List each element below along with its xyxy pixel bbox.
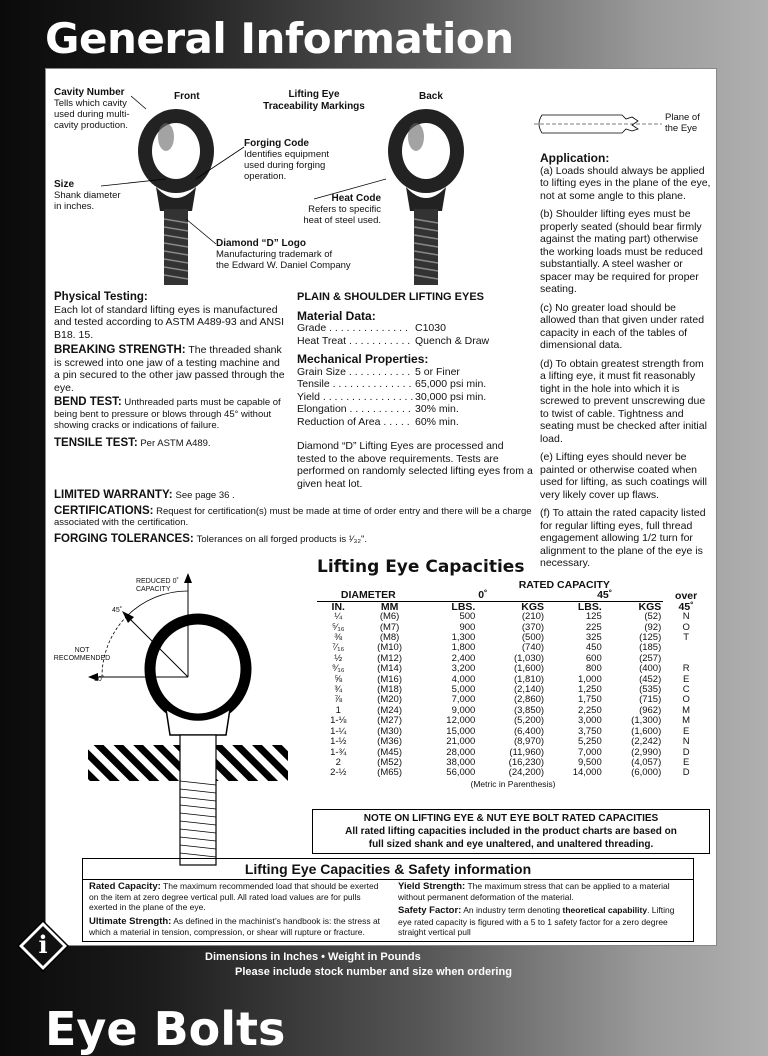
- cell-lbs-45: 450: [585, 642, 602, 654]
- mech-title: Mechanical Properties:: [297, 352, 429, 366]
- safety-factor-post: . Lifting eye rated capacity is figured with a 5 to 1 safety factor for a zero degree straight vertical pull: [398, 905, 675, 937]
- limited-warranty: [54, 489, 532, 503]
- mech-row: [297, 391, 533, 404]
- cell-kgs-0: (3,850): [513, 704, 545, 716]
- over-header: over: [675, 589, 698, 602]
- col-kgs-45: KGS: [638, 600, 662, 613]
- cell-mm: (M45): [377, 746, 402, 758]
- cell-over45: E: [682, 725, 690, 737]
- cell-over45: E: [682, 756, 690, 768]
- cell-in: ⁹⁄₁₆: [331, 663, 345, 675]
- yield-strength-def: [398, 881, 688, 902]
- cell-lbs-0: 12,000: [446, 715, 476, 727]
- deg45-header: 45˚: [546, 590, 663, 601]
- cell-kgs-0: (2,140): [513, 684, 545, 696]
- cell-over45: N: [682, 736, 690, 748]
- traceability-label: [254, 89, 374, 113]
- cell-in: ⁵⁄₁₆: [331, 621, 345, 633]
- cell-in: 1-¾: [330, 746, 347, 758]
- plane-line-1: Plane of: [665, 112, 700, 123]
- cell-kgs-45: (715): [639, 694, 662, 706]
- safety-factor-term: Safety Factor:: [398, 905, 462, 917]
- cell-kgs-0: (1,810): [513, 673, 545, 685]
- cell-lbs-45: 3,000: [577, 715, 602, 727]
- cell-kgs-45: (2,242): [631, 736, 662, 748]
- note-line-3: full sized shank and eye unaltered, and unaltered threading.: [368, 839, 654, 850]
- material-key: Heat Treat . . . . . . . . . . .: [297, 334, 411, 347]
- spec-note: Diamond “D” Lifting Eyes are processed and tested to the above requirements. Tests are performed on randomly selected lifting eyes from a given heat lot.: [297, 440, 533, 490]
- cell-over45: C: [682, 684, 690, 696]
- mech-value: 30,000 psi min.: [415, 390, 487, 403]
- safety-right: [398, 881, 688, 937]
- cell-kgs-45: (1,300): [631, 715, 662, 727]
- cell-mm: (M52): [377, 756, 402, 768]
- cavity-desc-3: cavity production.: [54, 120, 128, 131]
- forging-tolerances-title: FORGING TOLERANCES:: [54, 532, 194, 545]
- cell-in: ¼: [334, 611, 343, 623]
- bend-title: BEND TEST:: [54, 396, 122, 408]
- heat-code-title: Heat Code: [331, 193, 381, 204]
- table-row: [317, 768, 709, 778]
- cell-in: 1-¼: [330, 725, 347, 737]
- cell-mm: (M10): [377, 642, 402, 654]
- cell-in: ¾: [334, 684, 343, 696]
- cell-over45: R: [682, 663, 690, 675]
- mech-row: [297, 366, 533, 379]
- cell-lbs-45: 325: [585, 632, 602, 644]
- cell-over45: O: [682, 621, 690, 633]
- forging-code-title: Forging Code: [244, 138, 309, 149]
- bend-test: [54, 397, 286, 432]
- warranty-section: [54, 489, 532, 546]
- cell-mm: (M18): [377, 684, 402, 696]
- mech-key: Grain Size . . . . . . . . . . .: [297, 365, 411, 378]
- content-panel: [45, 68, 717, 946]
- cell-lbs-45: 1,250: [577, 684, 602, 696]
- safety-factor-def: [398, 905, 688, 937]
- material-key: Grade . . . . . . . . . . . . . .: [297, 322, 408, 334]
- angle-diagram: [76, 569, 296, 869]
- cavity-title: Cavity Number: [54, 87, 125, 98]
- tensile-desc: Per ASTM A489.: [140, 437, 211, 449]
- mech-key: Tensile . . . . . . . . . . . . . .: [297, 378, 412, 390]
- application-section: [540, 152, 712, 576]
- angle-45-label: 45˚: [112, 607, 123, 614]
- footer-line-1: Dimensions in Inches • Weight in Pounds: [205, 951, 421, 963]
- cell-in: ⅞: [334, 694, 343, 706]
- cell-mm: (M24): [377, 704, 402, 716]
- cell-kgs-45: (4,057): [631, 756, 662, 768]
- cell-over45: M: [682, 704, 691, 716]
- cell-lbs-0: 500: [459, 611, 476, 623]
- diamond-logo-callout: [216, 238, 351, 271]
- mech-row: [297, 378, 533, 391]
- cell-lbs-45: 125: [585, 611, 602, 623]
- cell-kgs-45: (535): [639, 684, 662, 696]
- cell-kgs-45: (257): [639, 652, 662, 664]
- safety-title: Lifting Eye Capacities & Safety information: [83, 859, 693, 880]
- note-line-2: All rated lifting capacities included in the product charts are based on: [345, 826, 677, 837]
- cell-over45: M: [682, 715, 691, 727]
- cell-mm: (M6): [379, 611, 400, 623]
- mech-key: Reduction of Area . . . . .: [297, 415, 410, 428]
- cell-lbs-45: 9,500: [577, 756, 602, 768]
- safety-left: [89, 881, 389, 937]
- cell-lbs-45: 800: [585, 663, 602, 675]
- application-para-f: (f) To attain the rated capacity listed for regular lifting eyes, full thread engagement allowing 1/2 turn for alignment to the plane of the eye is necessary.: [540, 507, 706, 569]
- mech-row: [297, 403, 533, 416]
- not-recommended-label: [52, 647, 112, 663]
- cell-lbs-0: 56,000: [446, 767, 476, 779]
- size-title: Size: [54, 179, 75, 190]
- cavity-desc-2: used during multi-: [54, 109, 130, 120]
- over45-header: 45˚: [678, 600, 694, 613]
- cell-lbs-0: 38,000: [446, 756, 476, 768]
- cell-over45: D: [682, 767, 690, 779]
- cell-mm: (M7): [379, 621, 400, 633]
- forging-code-callout: [244, 138, 329, 182]
- ultimate-strength-desc: As defined in the machinist’s handbook is: the stress at which a material in tension, compression, or shear will rupture or fracture.: [89, 915, 381, 937]
- col-mm: MM: [380, 600, 399, 613]
- cell-mm: (M16): [377, 673, 402, 685]
- front-label: Front: [174, 91, 200, 102]
- cell-lbs-0: 4,000: [451, 673, 476, 685]
- application-title: Application:: [540, 151, 610, 165]
- cell-in: ½: [334, 652, 343, 664]
- forging-desc-1: Identifies equipment: [244, 149, 330, 160]
- cell-in: 1: [335, 704, 341, 716]
- metric-note: (Metric in Parenthesis): [470, 778, 556, 789]
- bend-desc: Unthreaded parts must be capable of being bent to pressure or blows through 45° without showing cracks or indications of failure.: [54, 397, 281, 431]
- diamond-desc-2: the Edward W. Daniel Company: [216, 260, 351, 271]
- physical-testing-desc: Each lot of standard lifting eyes is manufactured and tested according to ASTM A489-93 and ANSI B18. 15.: [54, 303, 284, 341]
- cell-over45: N: [682, 611, 690, 623]
- material-row: [297, 322, 533, 335]
- application-para-b: (b) Shoulder lifting eyes must be properly seated (should bear firmly against the mating part) otherwise the working loads must be reduced substantially. A steel washer or spacer may be required for proper seating.: [540, 208, 703, 295]
- cell-kgs-0: (740): [521, 642, 545, 654]
- cell-lbs-0: 15,000: [446, 725, 476, 737]
- cell-lbs-0: 7,000: [451, 694, 476, 706]
- cell-kgs-0: (370): [521, 621, 545, 633]
- bottom-title: Eye Bolts: [45, 1002, 286, 1056]
- physical-testing-title: Physical Testing:: [54, 291, 148, 303]
- cell-kgs-0: (11,960): [509, 746, 545, 758]
- tensile-test: [54, 437, 286, 451]
- cell-lbs-0: 2,400: [451, 652, 476, 664]
- cell-kgs-45: (400): [639, 663, 662, 675]
- cell-lbs-45: 14,000: [572, 767, 602, 779]
- cell-in: ⁷⁄₁₆: [332, 642, 345, 654]
- cell-kgs-45: (6,000): [631, 767, 662, 779]
- note-line-1: NOTE ON LIFTING EYE & NUT EYE BOLT RATED CAPACITIES: [363, 813, 659, 824]
- cell-in: 2: [335, 756, 341, 768]
- cell-lbs-0: 1,800: [451, 642, 476, 654]
- rated-capacity-header: RATED CAPACITY: [518, 579, 610, 591]
- forging-tolerances-desc: Tolerances on all forged products is ¹⁄₃₂ʺ.: [196, 533, 368, 545]
- breaking-strength: [54, 344, 286, 394]
- yield-strength-desc: The maximum stress that can be applied to a material without permanent deformation of the material.: [398, 881, 670, 903]
- cell-over45: O: [682, 694, 690, 706]
- cell-mm: (M8): [379, 632, 400, 644]
- cell-over45: T: [683, 632, 690, 644]
- cell-kgs-45: (1,600): [631, 725, 662, 737]
- cell-kgs-0: (2,860): [513, 694, 545, 706]
- ultimate-strength-def: [89, 916, 389, 937]
- cell-kgs-0: (6,400): [513, 725, 545, 737]
- cell-over45: D: [682, 746, 690, 758]
- cell-kgs-0: (1,030): [513, 652, 545, 664]
- cell-mm: (M65): [377, 767, 402, 779]
- application-para-e: (e) Lifting eyes should never be painted or otherwise coated when used for lifting, as such coatings will very likely cover up flaws.: [540, 451, 707, 501]
- physical-testing-section: [54, 291, 286, 450]
- heat-desc-2: heat of steel used.: [303, 215, 381, 226]
- size-callout: [54, 179, 121, 212]
- cell-kgs-45: (52): [644, 611, 662, 623]
- mech-row: [297, 416, 533, 429]
- reduced-capacity-label: [136, 578, 179, 594]
- material-value: C1030: [415, 322, 446, 334]
- cell-kgs-45: (92): [644, 621, 662, 633]
- cell-mm: (M36): [377, 736, 402, 748]
- cell-kgs-45: (452): [639, 673, 662, 685]
- cell-kgs-45: (125): [639, 632, 662, 644]
- cell-mm: (M27): [377, 715, 402, 727]
- cell-kgs-0: (16,230): [508, 756, 545, 768]
- cell-in: ⅜: [334, 632, 343, 644]
- diameter-header: DIAMETER: [317, 590, 420, 601]
- safety-factor-pre: An industry term denoting: [463, 905, 561, 916]
- application-para-a: (a) Loads should always be applied to lifting eyes in the plane of the eye, not at some angle to this plane.: [540, 164, 711, 202]
- cell-mm: (M12): [377, 652, 402, 664]
- forging-desc-2: used during forging: [244, 160, 326, 171]
- cell-kgs-0: (210): [521, 611, 545, 623]
- application-para-d: (d) To obtain greatest strength from a lifting eye, it must fit reasonably tight in the hole into which it is screwed to prevent unscrewing due to twist of cable. Tightness and seating must be checked after initial load.: [540, 357, 707, 445]
- cell-in: ⅝: [334, 673, 343, 685]
- safety-box: [82, 858, 694, 942]
- cell-over45: E: [682, 673, 690, 685]
- cavity-desc-1: Tells which cavity: [54, 98, 127, 109]
- mech-value: 30% min.: [415, 403, 459, 415]
- cell-kgs-0: (24,200): [508, 767, 545, 779]
- mech-value: 65,000 psi min.: [415, 378, 487, 390]
- diamond-logo-title: Diamond “D” Logo: [216, 238, 306, 249]
- plane-line-2: the Eye: [665, 123, 698, 134]
- cell-mm: (M20): [377, 694, 402, 706]
- table-row: [317, 737, 709, 747]
- cell-lbs-0: 3,200: [451, 663, 476, 675]
- angle-90-label: 90˚: [94, 676, 105, 683]
- cell-in: 2-½: [330, 767, 347, 779]
- spec-title: PLAIN & SHOULDER LIFTING EYES: [297, 291, 485, 303]
- heat-desc-1: Refers to specific: [308, 204, 381, 215]
- ultimate-strength-term: Ultimate Strength:: [89, 915, 172, 927]
- cell-kgs-0: (5,200): [513, 715, 545, 727]
- cell-in: 1-½: [330, 736, 347, 748]
- deg0-header: 0˚: [420, 590, 546, 601]
- cell-lbs-0: 1,300: [451, 632, 476, 644]
- traceability-line-1: Lifting Eye: [288, 89, 340, 100]
- forging-desc-3: operation.: [244, 171, 287, 182]
- angle-0-label: 0˚: [172, 578, 179, 585]
- cell-lbs-0: 9,000: [451, 704, 476, 716]
- capacities-body: [317, 612, 709, 779]
- col-in: IN.: [331, 600, 345, 613]
- col-lbs-0: LBS.: [451, 600, 476, 613]
- cell-lbs-0: 21,000: [446, 736, 476, 748]
- traceability-line-2: Traceability Markings: [263, 101, 365, 112]
- plane-of-eye-sketch: [534, 107, 664, 141]
- mech-key: Yield . . . . . . . . . . . . . . . .: [297, 390, 414, 403]
- info-icon: i: [38, 930, 48, 959]
- application-para-c: (c) No greater load should be allowed than that given under rated capacity in each of the tables of dimensional data.: [540, 301, 705, 351]
- yield-strength-term: Yield Strength:: [398, 881, 466, 892]
- spec-section: [297, 291, 533, 490]
- diamond-desc-1: Manufacturing trademark of: [216, 249, 333, 260]
- cell-lbs-0: 900: [459, 621, 476, 633]
- mech-value: 60% min.: [415, 415, 459, 428]
- cell-mm: (M30): [377, 725, 402, 737]
- size-desc-1: Shank diameter: [54, 190, 121, 201]
- not-rec-line-2: RECOMMENDED: [53, 655, 111, 662]
- cell-lbs-45: 2,250: [577, 704, 602, 716]
- cell-lbs-45: 7,000: [577, 746, 602, 758]
- note-box: [312, 809, 710, 854]
- tensile-title: TENSILE TEST:: [54, 436, 138, 449]
- cell-lbs-45: 600: [585, 652, 602, 664]
- cell-kgs-0: (1,600): [513, 663, 545, 675]
- cell-lbs-45: 1,750: [577, 694, 602, 706]
- col-lbs-45: LBS.: [577, 600, 602, 613]
- certifications: [54, 506, 532, 529]
- certifications-title: CERTIFICATIONS:: [54, 504, 154, 517]
- capacities-title: Lifting Eye Capacities: [317, 557, 525, 577]
- heat-code-callout: [286, 193, 381, 226]
- limited-warranty-title: LIMITED WARRANTY:: [54, 489, 173, 501]
- page-title: General Information: [45, 14, 514, 63]
- material-value: Quench & Draw: [415, 334, 490, 347]
- cell-mm: (M14): [377, 663, 402, 675]
- mech-value: 5 or Finer: [415, 365, 460, 378]
- rated-capacity-def: [89, 881, 389, 913]
- safety-factor-bold: theoretical capability: [562, 905, 648, 916]
- size-desc-2: in inches.: [54, 201, 95, 212]
- cell-lbs-45: 225: [585, 621, 602, 633]
- cell-kgs-45: (2,990): [631, 746, 662, 758]
- cell-kgs-0: (8,970): [513, 736, 545, 748]
- material-title: Material Data:: [297, 308, 376, 323]
- cell-kgs-45: (185): [639, 642, 662, 654]
- rated-capacity-desc: The maximum recommended load that should be exerted on the item at zero degree vertical pull. All rated load values are for pulls exerted in the plane of the eye.: [89, 881, 379, 913]
- capacities-table: [317, 580, 709, 789]
- cell-lbs-45: 5,250: [577, 736, 602, 748]
- cell-in: 1-⅛: [330, 715, 347, 727]
- footer-line-2: Please include stock number and size when ordering: [235, 966, 512, 978]
- cell-kgs-45: (962): [639, 704, 662, 716]
- reduced-line-2: CAPACITY: [136, 586, 171, 593]
- cell-lbs-45: 3,750: [577, 725, 602, 737]
- material-row: [297, 335, 533, 348]
- rated-capacity-term: Rated Capacity:: [89, 881, 161, 892]
- certifications-desc: Request for certification(s) must be made at time of order entry and there will be a charge associated with the certification.: [54, 505, 532, 528]
- plane-of-eye-label: [665, 112, 700, 134]
- cell-lbs-0: 28,000: [446, 746, 476, 758]
- cell-lbs-45: 1,000: [577, 673, 602, 685]
- forging-tolerances: [54, 533, 532, 547]
- mech-key: Elongation . . . . . . . . . . .: [297, 403, 411, 415]
- breaking-desc: The threaded shank is screwed into one jaw of a testing machine and a pin secured to the other jaw passed through the eye.: [54, 344, 285, 394]
- col-kgs-0: KGS: [521, 600, 545, 613]
- cell-kgs-0: (500): [521, 632, 545, 644]
- cell-lbs-0: 5,000: [451, 684, 476, 696]
- back-label: Back: [419, 91, 443, 102]
- limited-warranty-desc: See page 36 .: [175, 490, 235, 501]
- cavity-callout: [54, 87, 130, 131]
- cell-over45: [663, 643, 709, 653]
- reduced-line-1: REDUCED: [136, 578, 171, 585]
- not-rec-line-1: NOT: [74, 647, 90, 654]
- breaking-title: BREAKING STRENGTH:: [54, 344, 186, 356]
